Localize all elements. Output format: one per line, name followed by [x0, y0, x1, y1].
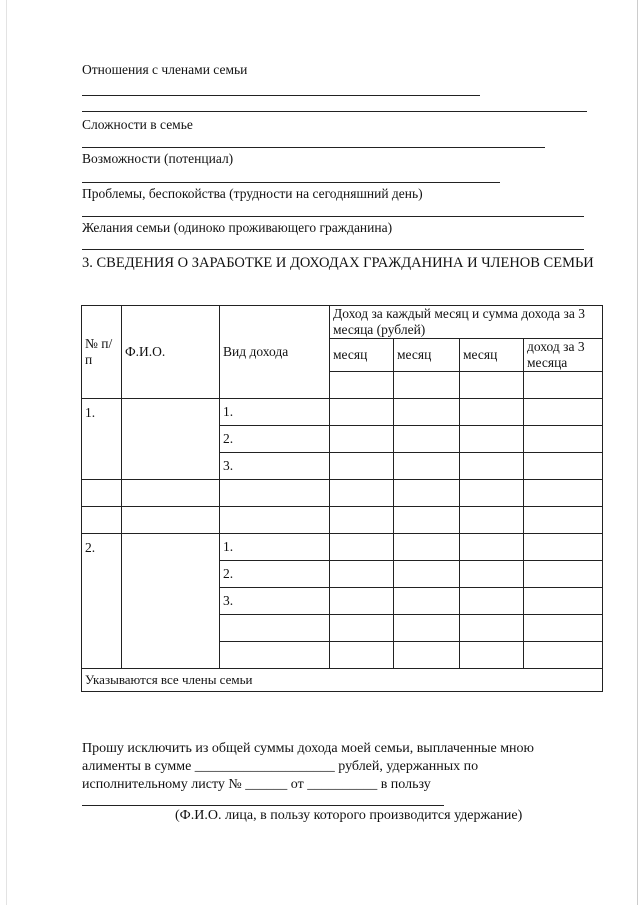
scan-edge-right: [637, 0, 638, 905]
header-income-type: Вид дохода: [220, 306, 330, 399]
field-line-relations-2[interactable]: [82, 111, 587, 112]
table-cell[interactable]: [122, 480, 220, 507]
table-cell[interactable]: [460, 372, 524, 399]
table-cell[interactable]: [220, 480, 330, 507]
table-cell[interactable]: [460, 507, 524, 534]
table-cell[interactable]: [330, 615, 394, 642]
table-cell[interactable]: [460, 453, 524, 480]
table-row: [82, 507, 603, 534]
field-label-potential: Возможности (потенциал): [82, 151, 234, 166]
section-3-title: 3. СВЕДЕНИЯ О ЗАРАБОТКЕ И ДОХОДАХ ГРАЖДАНИНА И ЧЛЕНОВ СЕМЬИ: [82, 255, 594, 271]
table-cell[interactable]: [460, 534, 524, 561]
table-cell[interactable]: [524, 561, 603, 588]
table-cell[interactable]: [122, 507, 220, 534]
table-row: [82, 399, 603, 426]
table-cell[interactable]: [330, 588, 394, 615]
table-cell[interactable]: [394, 615, 460, 642]
field-label-problems: Проблемы, беспокойства (трудности на сегодняшний день): [82, 186, 423, 201]
person-2-income-2: 2.: [220, 561, 330, 588]
alimony-line-2: алименты в сумме ____________________ рублей, удержанных по: [82, 759, 479, 774]
field-label-wishes: Желания семьи (одиноко проживающего гражданина): [82, 220, 393, 235]
table-cell[interactable]: [330, 372, 394, 399]
person-2-income-3: 3.: [220, 588, 330, 615]
table-header-row: [82, 306, 603, 339]
table-cell[interactable]: [394, 561, 460, 588]
person-2-income-1: 1.: [220, 534, 330, 561]
table-cell[interactable]: [82, 507, 122, 534]
person-1-fio-cell[interactable]: [122, 399, 220, 480]
header-income: Доход за каждый месяц и сумма дохода за 3 месяца (рублей): [330, 306, 603, 339]
table-row: [82, 480, 603, 507]
table-cell[interactable]: [220, 615, 330, 642]
table-cell[interactable]: [460, 561, 524, 588]
header-fio: Ф.И.О.: [122, 306, 220, 399]
table-row: [82, 534, 603, 561]
table-cell[interactable]: [330, 534, 394, 561]
table-cell[interactable]: [524, 453, 603, 480]
person-2-fio-cell[interactable]: [122, 534, 220, 669]
table-cell[interactable]: [394, 480, 460, 507]
subheader-month-2: месяц: [394, 339, 460, 372]
income-table: [81, 305, 603, 692]
person-1-number: 1.: [82, 399, 122, 480]
table-cell[interactable]: [330, 507, 394, 534]
table-cell[interactable]: [394, 372, 460, 399]
table-cell[interactable]: [394, 588, 460, 615]
table-cell[interactable]: [524, 642, 603, 669]
table-cell[interactable]: [524, 534, 603, 561]
alimony-paragraph: [82, 740, 602, 794]
table-cell[interactable]: [394, 426, 460, 453]
field-label-relations: Отношения с членами семьи: [82, 62, 248, 77]
table-cell[interactable]: [524, 480, 603, 507]
table-footer-note: Указываются все члены семьи: [82, 669, 603, 692]
subheader-total: доход за 3 месяца: [524, 339, 603, 372]
field-line-potential[interactable]: [82, 182, 500, 183]
table-cell[interactable]: [460, 642, 524, 669]
beneficiary-caption: (Ф.И.О. лица, в пользу которого производится удержание): [175, 808, 523, 823]
table-footer-row: [82, 669, 603, 692]
table-cell[interactable]: [330, 453, 394, 480]
table-cell[interactable]: [330, 399, 394, 426]
table-cell[interactable]: [460, 588, 524, 615]
field-line-problems[interactable]: [82, 216, 584, 217]
alimony-line-3: исполнительному листу № ______ от __________ в пользу: [82, 777, 431, 792]
table-cell[interactable]: [394, 534, 460, 561]
field-label-difficulties: Сложности в семье: [82, 117, 193, 132]
table-cell[interactable]: [330, 480, 394, 507]
alimony-line-1: Прошу исключить из общей суммы дохода моей семьи, выплаченные мною: [82, 741, 535, 756]
table-cell[interactable]: [460, 480, 524, 507]
table-cell[interactable]: [460, 399, 524, 426]
header-number: № п/п: [82, 306, 122, 399]
subheader-month-1: месяц: [330, 339, 394, 372]
table-cell[interactable]: [220, 642, 330, 669]
table-cell[interactable]: [524, 588, 603, 615]
field-line-difficulties[interactable]: [82, 147, 545, 148]
beneficiary-line[interactable]: [82, 805, 444, 806]
table-cell[interactable]: [220, 507, 330, 534]
person-1-income-2: 2.: [220, 426, 330, 453]
table-cell[interactable]: [82, 480, 122, 507]
person-1-income-3: 3.: [220, 453, 330, 480]
table-cell[interactable]: [460, 426, 524, 453]
table-cell[interactable]: [524, 507, 603, 534]
table-cell[interactable]: [524, 399, 603, 426]
table-cell[interactable]: [524, 426, 603, 453]
person-2-number: 2.: [82, 534, 122, 669]
subheader-month-3: месяц: [460, 339, 524, 372]
table-cell[interactable]: [524, 372, 603, 399]
table-cell[interactable]: [394, 642, 460, 669]
table-cell[interactable]: [394, 453, 460, 480]
field-line-wishes[interactable]: [82, 249, 584, 250]
scan-edge-left: [6, 0, 7, 905]
table-cell[interactable]: [330, 561, 394, 588]
field-line-relations-1[interactable]: [82, 95, 480, 96]
table-cell[interactable]: [330, 426, 394, 453]
table-cell[interactable]: [524, 615, 603, 642]
table-cell[interactable]: [394, 399, 460, 426]
table-cell[interactable]: [460, 615, 524, 642]
table-cell[interactable]: [394, 507, 460, 534]
table-cell[interactable]: [330, 642, 394, 669]
person-1-income-1: 1.: [220, 399, 330, 426]
